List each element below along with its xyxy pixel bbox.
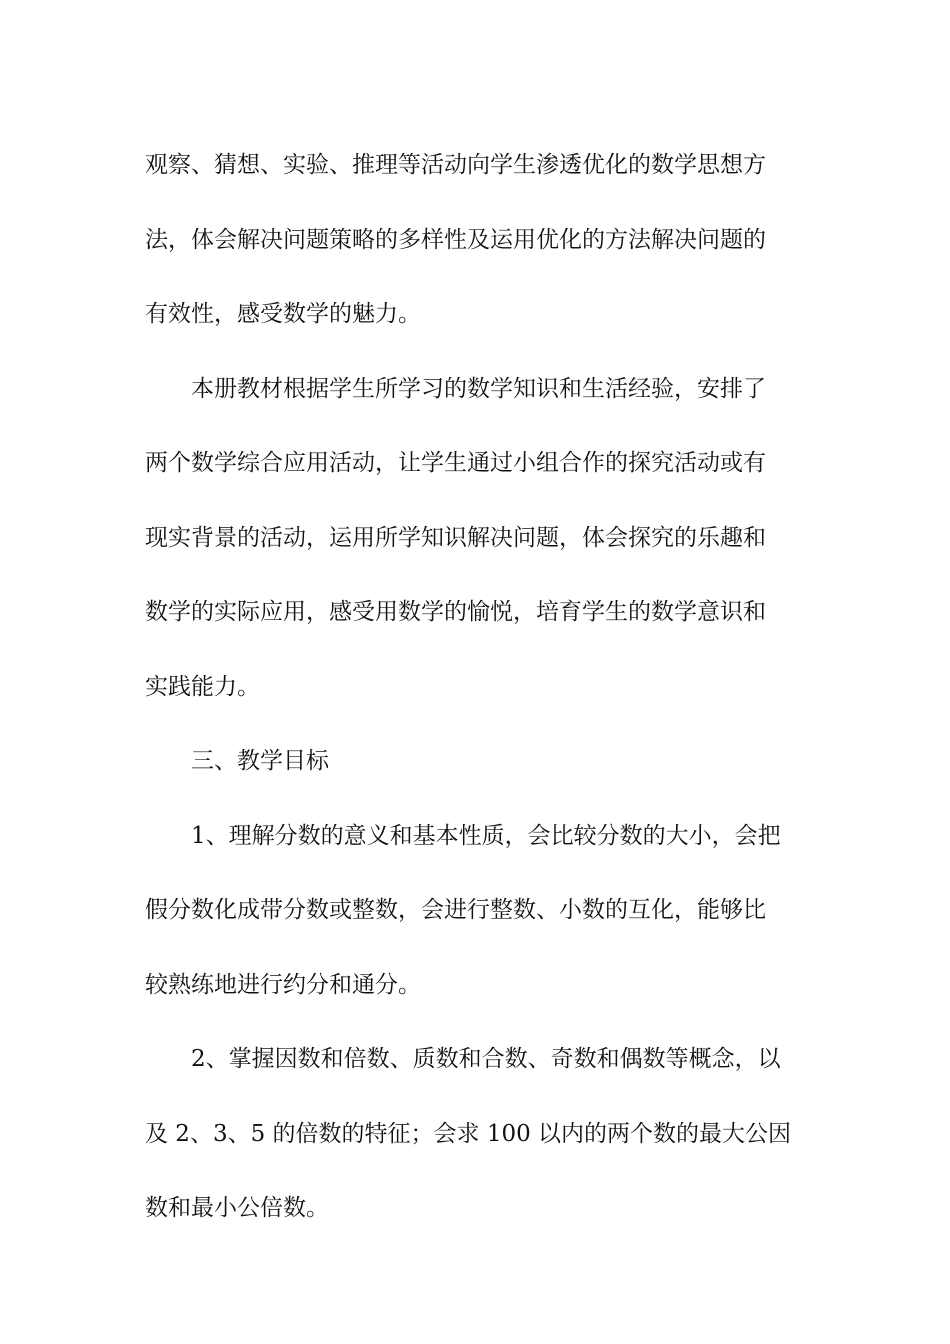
text-line: 及 2、3、5 的倍数的特征；会求 100 以内的两个数的最大公因 bbox=[145, 1120, 792, 1147]
paragraph bbox=[145, 799, 807, 1023]
paragraph bbox=[145, 724, 807, 799]
text-line: 两个数学综合应用活动，让学生通过小组合作的探究活动或有 bbox=[145, 450, 766, 476]
text-line: 较熟练地进行约分和通分。 bbox=[145, 971, 421, 998]
paragraph bbox=[145, 128, 807, 352]
text-line: 数学的实际应用，感受用数学的愉悦，培育学生的数学意识和 bbox=[145, 599, 766, 625]
text-line: 实践能力。 bbox=[145, 673, 260, 700]
text-line: 观察、猜想、实验、推理等活动向学生渗透优化的数学思想方 bbox=[145, 152, 766, 178]
text-line: 2、掌握因数和倍数、质数和合数、奇数和偶数等概念，以 bbox=[191, 1046, 781, 1072]
text-line: 现实背景的活动，运用所学知识解决问题，体会探究的乐趣和 bbox=[145, 524, 766, 551]
text-line: 法，体会解决问题策略的多样性及运用优化的方法解决问题的 bbox=[145, 226, 766, 253]
paragraph bbox=[145, 1022, 807, 1246]
text-line: 三、教学目标 bbox=[191, 748, 329, 774]
text-line: 有效性，感受数学的魅力。 bbox=[145, 301, 421, 327]
text-line: 1、理解分数的意义和基本性质，会比较分数的大小，会把 bbox=[191, 822, 781, 849]
text-line: 数和最小公倍数。 bbox=[145, 1195, 329, 1221]
text-line: 本册教材根据学生所学习的数学知识和生活经验，安排了 bbox=[191, 375, 766, 402]
text-line: 假分数化成带分数或整数，会进行整数、小数的互化，能够比 bbox=[145, 897, 766, 923]
paragraph bbox=[145, 352, 807, 725]
document-body bbox=[145, 128, 807, 1246]
